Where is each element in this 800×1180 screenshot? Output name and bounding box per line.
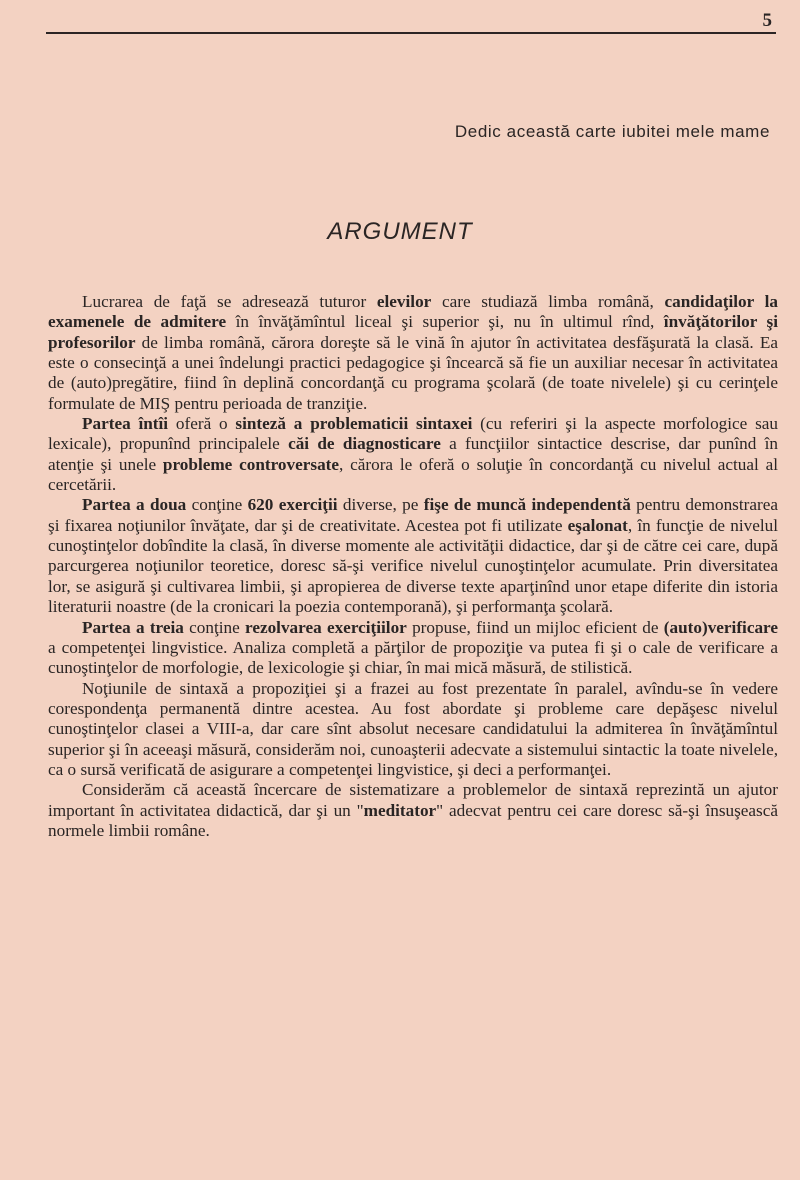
text-run: pentru demonstrarea şi fixarea noţiunilor învăţate, dar şi de creativitate. Acestea pot fi utilizate	[48, 495, 778, 535]
bold-text: eşalonat	[567, 515, 628, 535]
paragraph	[48, 679, 778, 781]
header-rule	[46, 32, 776, 34]
bold-text: căi de diagnosticare	[288, 434, 441, 454]
body-text	[48, 292, 778, 841]
bold-text: meditator	[363, 800, 437, 820]
text-run: " adecvat pentru cei care doresc să-şi însuşească normele limbii române.	[48, 800, 778, 840]
text-run: diverse, pe	[337, 495, 424, 515]
text-run: propuse, fiind un mijloc eficient de	[406, 617, 664, 637]
bold-text: probleme controversate	[162, 454, 340, 474]
bold-text: (auto)verificare	[663, 617, 778, 637]
text-run: conţine	[183, 617, 246, 637]
dedication: Dedic această carte iubitei mele mame	[454, 122, 770, 141]
text-run: Lucrarea de faţă se adresează tuturor	[82, 292, 377, 311]
text-run: de limba română, cărora doreşte să le vină în ajutor în activitatea desfăşurată la clasă. Ea este o consecinţă a unei îndelungi practici pedagogice şi încearcă să fie un auxiliar necesar în activitatea de (auto)pregătire, fiind în deplină concordanţă cu programa şcolară (de toate nivelele) şi cu cerinţele formulate de MIŞ pentru perioada de tranziţie.	[48, 332, 778, 413]
text-run: conţine	[186, 495, 248, 515]
page-title: ARGUMENT	[327, 218, 473, 245]
bold-text: fişe de muncă independentă	[423, 495, 631, 515]
text-run: Noţiunile de sintaxă a propoziţiei şi a frazei au fost prezentate în paralel, avîndu-se în vedere corespondenţa permanentă dintre acestea. Au fost abordate şi probleme care depăşesc nivelul cunoştinţelor clasei a VIII-a, dar care sînt absolut necesare candidatului la admiterea în învăţămîntul superior şi în aceeaşi măsură, considerăm noi, cunoaşterii adecvate a sistemului sintactic la toate nivelele, ca o sursă verificată de asigurare a competenţei lingvistice, şi deci a performanţei.	[48, 678, 778, 779]
bold-text: Partea a treia	[82, 617, 184, 637]
page-number: 5	[762, 10, 772, 31]
bold-text: Partea a doua	[82, 495, 187, 515]
paragraph	[48, 495, 778, 617]
paragraph	[48, 292, 778, 414]
text-run: , în funcţie de nivelul cunoştinţelor dobîndite la clasă, în diverse momente ale activităţii didactice, dar şi de către cei care, după parcurgerea noţiunilor teoretice, doresc să-şi verifice nivelul cunoştinţelor acumulate. Prin diversitatea lor, se asigură şi cultivarea limbii, şi apropierea de diverse texte aparţinînd unor etape diferite din istoria literaturii noastre (de la cronicari la poezia contemporană), şi performanţa şcolară.	[48, 515, 778, 617]
bold-text: 620 exerciţii	[247, 495, 338, 515]
text-run: în învăţămîntul liceal şi superior şi, nu în ultimul rînd,	[226, 312, 664, 332]
bold-text: elevilor	[376, 292, 432, 311]
text-run: a competenţei lingvistice. Analiza completă a părţilor de propoziţie va putea fi şi o cale de verificare a cunoştinţelor de morfologie, de lexicologie şi chiar, în mai mică măsură, de stilistică.	[48, 637, 778, 678]
text-run: care studiază limba română,	[431, 292, 665, 311]
text-run: a funcţiilor sintactice descrise, dar punînd în atenţie şi unele	[48, 434, 779, 474]
text-run: (cu referiri şi la aspecte morfologice sau lexicale), propunînd principalele	[48, 414, 778, 454]
text-run: oferă o	[168, 414, 236, 434]
paragraph	[48, 780, 778, 841]
bold-text: învăţătorilor şi profesorilor	[48, 312, 779, 352]
bold-text: sinteză a problematicii sintaxei	[235, 414, 473, 434]
text-run: , cărora le oferă o soluţie în concordanţă cu nivelul actual al cercetării.	[48, 454, 778, 495]
bold-text: Partea întîi	[82, 414, 169, 434]
text-run: Considerăm că această încercare de sistematizare a problemelor de sintaxă reprezintă un ajutor important în activitatea didactică, dar şi un "	[48, 780, 778, 820]
bold-text: rezolvarea exerciţiilor	[245, 617, 407, 637]
bold-text: candidaţilor la examenele de admitere	[48, 292, 778, 332]
paragraph	[48, 618, 778, 679]
paragraph	[48, 414, 778, 495]
